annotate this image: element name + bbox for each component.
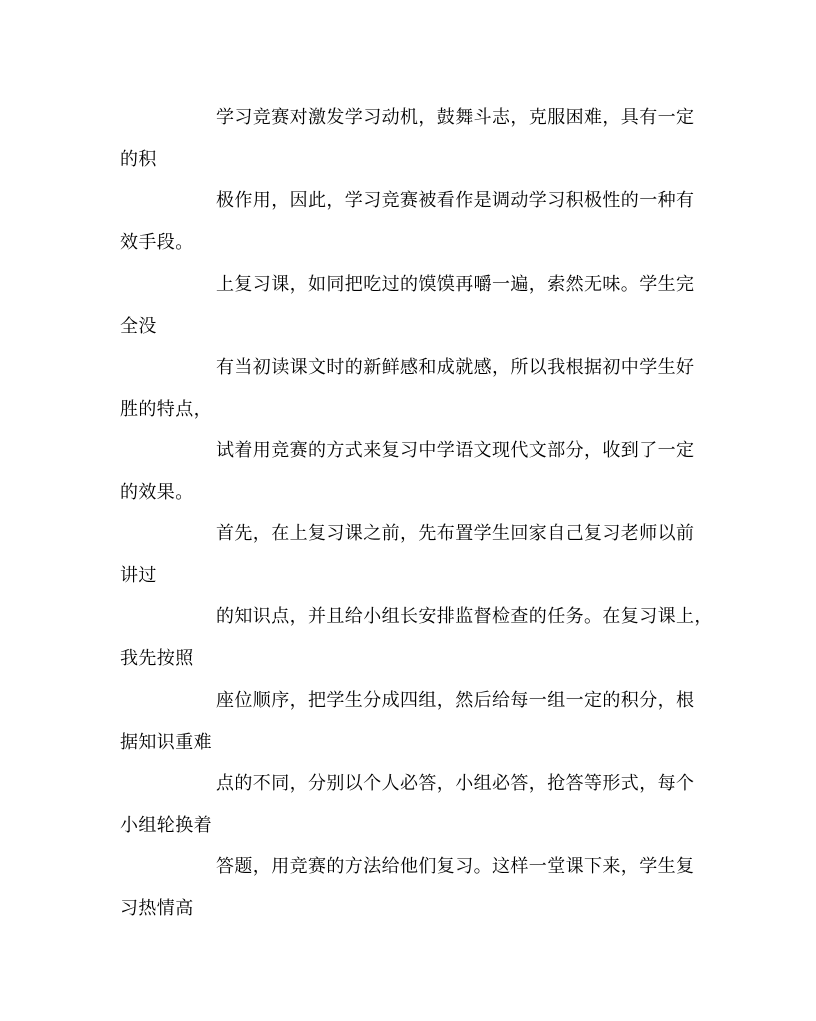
paragraph-first-line: 答题，用竞赛的方法给他们复习。这样一堂课下来，学生复 [216,856,695,877]
paragraph-second-line: 我先按照 [120,648,194,669]
paragraph-first-line: 极作用，因此，学习竞赛被看作是调动学习积极性的一种有 [216,190,695,211]
paragraph [120,97,700,181]
paragraph [120,596,713,680]
paragraph [120,680,700,764]
paragraph [120,347,700,431]
paragraph-second-line: 效手段。 [120,232,194,253]
paragraph-second-line: 小组轮换着 [120,815,212,836]
paragraph [120,264,700,348]
paragraph-first-line: 有当初读课文时的新鲜感和成就感，所以我根据初中学生好 [216,357,695,378]
paragraph-second-line: 胜的特点， [120,399,212,420]
paragraph-first-line: 上复习课，如同把吃过的馍馍再嚼一遍，索然无味。学生完 [216,274,695,295]
paragraph-second-line: 的效果。 [120,482,194,503]
paragraph-first-line: 的知识点，并且给小组长安排监督检查的任务。在复习课上， [216,606,713,627]
paragraph-second-line: 全没 [120,316,157,337]
paragraph-first-line: 首先，在上复习课之前，先布置学生回家自己复习老师以前 [216,523,695,544]
paragraph-second-line: 讲过 [120,565,157,586]
paragraph-first-line: 试着用竞赛的方式来复习中学语文现代文部分，收到了一定 [216,440,695,461]
paragraph [120,763,700,847]
paragraph-first-line: 点的不同，分别以个人必答，小组必答，抢答等形式，每个 [216,773,695,794]
paragraph-second-line: 习热情高 [120,898,194,919]
paragraph [120,430,700,514]
paragraph [120,180,700,264]
paragraph [120,513,700,597]
paragraph [120,846,700,930]
paragraph-first-line: 座位顺序，把学生分成四组，然后给每一组一定的积分，根 [216,690,695,711]
paragraph-second-line: 据知识重难 [120,732,212,753]
paragraph-second-line: 的积 [120,149,157,170]
paragraph-first-line: 学习竞赛对激发学习动机，鼓舞斗志，克服困难，具有一定 [216,107,695,128]
